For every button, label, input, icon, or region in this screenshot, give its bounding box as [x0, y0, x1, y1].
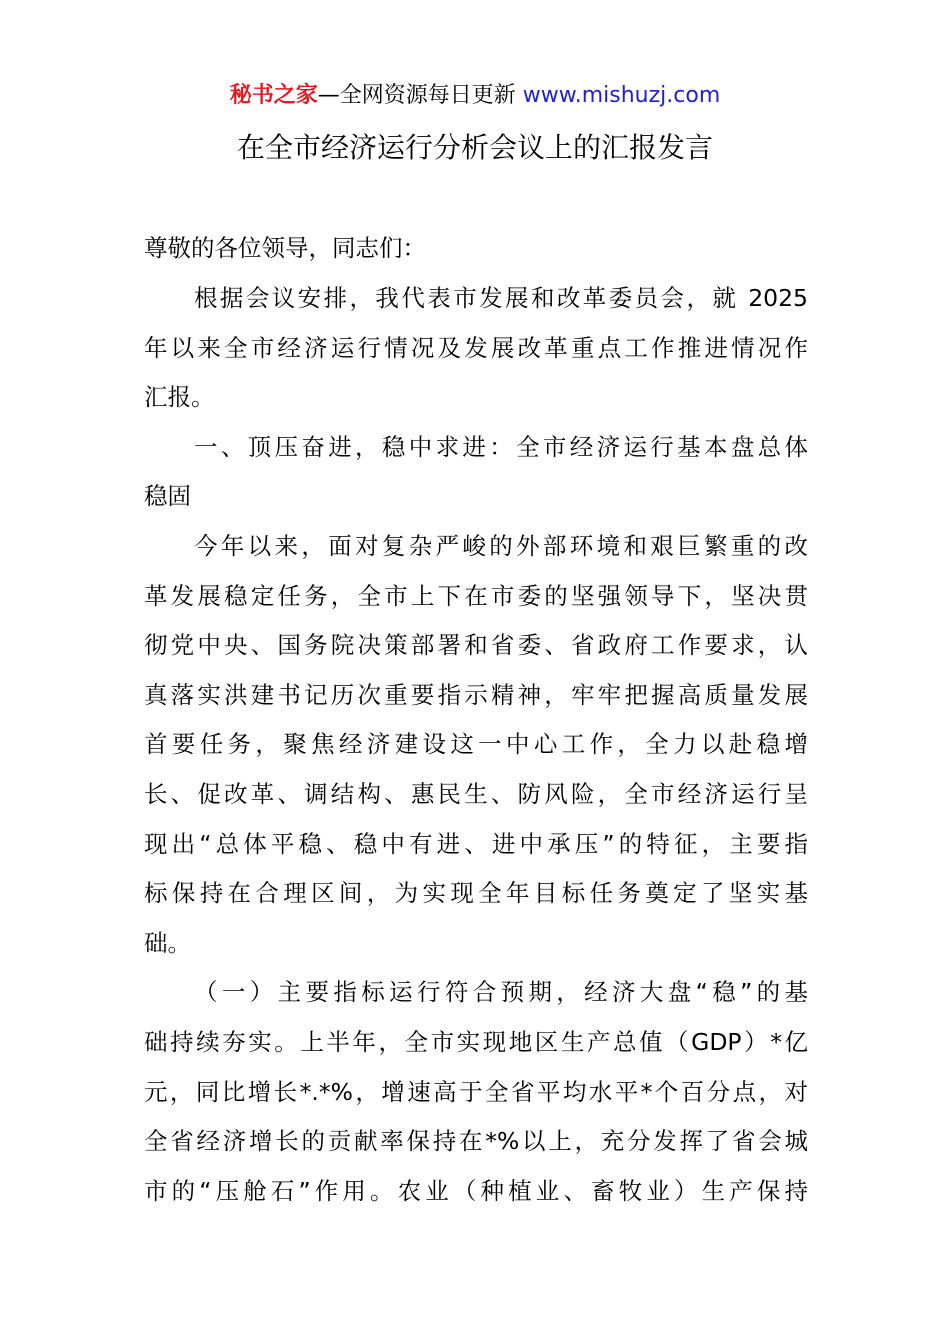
body-line: 础持续夯实。上半年，全市实现地区生产总值（GDP）*亿	[144, 1028, 808, 1056]
body-line: 真落实洪建书记历次重要指示精神，牢牢把握高质量发展	[144, 681, 808, 709]
salutation: 尊敬的各位领导，同志们：	[144, 234, 426, 262]
body-line: 现出“总体平稳、稳中有进、进中承压”的特征，主要指	[144, 830, 808, 858]
body-line: 根据会议安排，我代表市发展和改革委员会，就 2025	[194, 284, 808, 312]
body-line: 革发展稳定任务，全市上下在市委的坚强领导下，坚决贯	[144, 582, 808, 610]
subsection-heading: （一）主要指标运行符合预期，经济大盘“稳”的基	[194, 978, 808, 1006]
brand-name: 秘书之家	[229, 83, 318, 108]
body-line: 彻党中央、国务院决策部署和省委、省政府工作要求，认	[144, 631, 808, 659]
body-line: 今年以来，面对复杂严峻的外部环境和艰巨繁重的改	[194, 532, 808, 560]
document-title: 在全市经济运行分析会议上的汇报发言	[236, 131, 713, 164]
body-line: 汇报。	[144, 383, 215, 411]
body-line: 础。	[144, 929, 191, 957]
section-heading: 一、顶压奋进，稳中求进：全市经济运行基本盘总体	[194, 433, 808, 461]
site-url[interactable]: www.mishuzj.com	[522, 83, 721, 108]
section-heading: 稳固	[144, 482, 191, 510]
body-line: 首要任务，聚焦经济建设这一中心工作，全力以赴稳增	[144, 730, 808, 758]
body-line: 全省经济增长的贡献率保持在*%以上，充分发挥了省会城	[144, 1127, 808, 1155]
body-line: 年以来全市经济运行情况及发展改革重点工作推进情况作	[144, 334, 808, 362]
body-line: 市的“压舱石”作用。农业（种植业、畜牧业）生产保持	[144, 1177, 808, 1205]
body-line: 标保持在合理区间，为实现全年目标任务奠定了坚实基	[144, 879, 808, 907]
body-line: 长、促改革、调结构、惠民生、防风险，全市经济运行呈	[144, 780, 808, 808]
body-line: 元，同比增长*.*%，增速高于全省平均水平*个百分点，对	[144, 1078, 808, 1106]
site-header	[0, 80, 950, 112]
header-slogan: —全网资源每日更新	[317, 83, 523, 108]
